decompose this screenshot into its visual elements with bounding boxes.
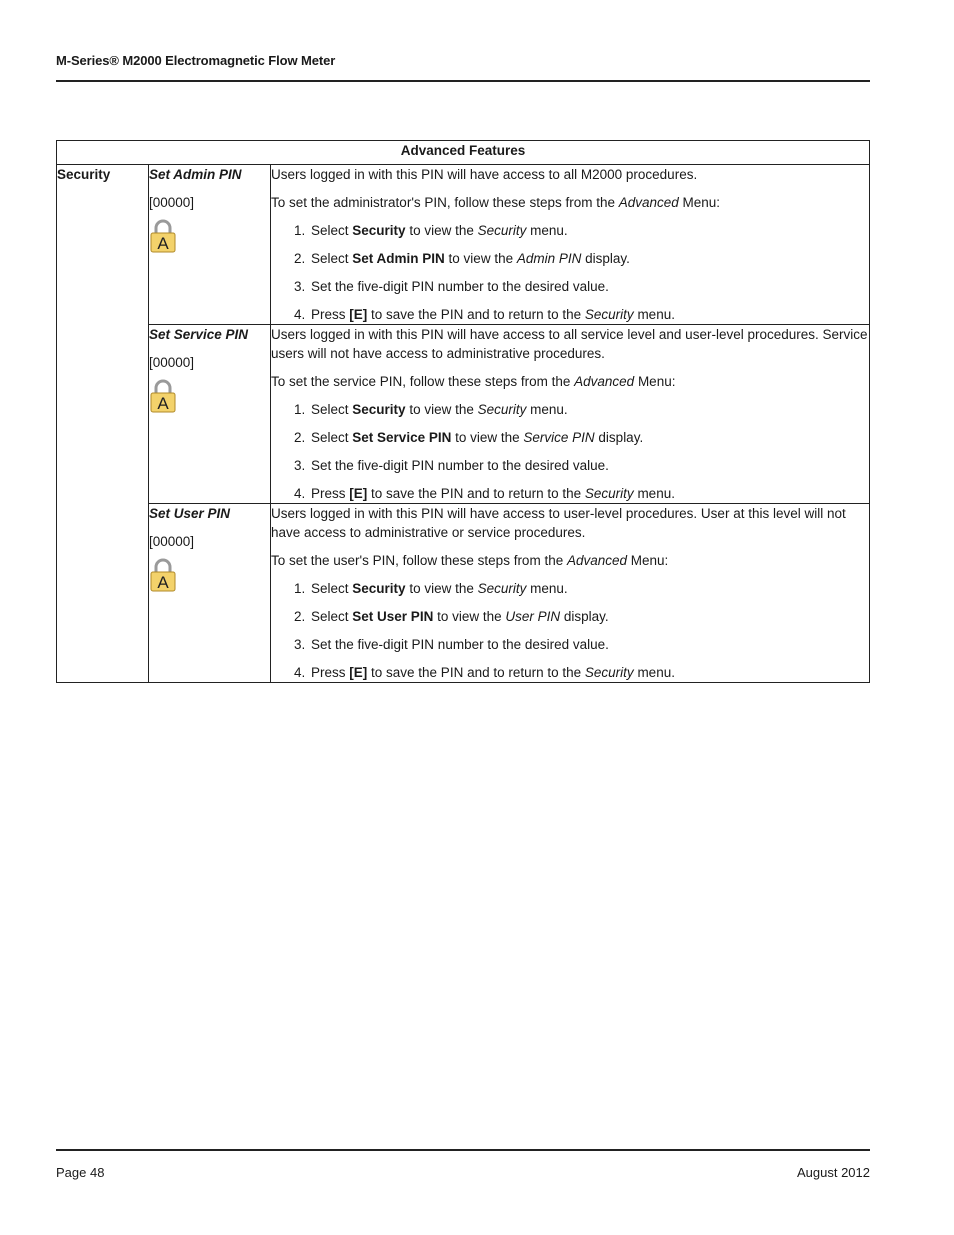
footer-divider <box>56 1149 870 1151</box>
parameter-name: Set Service PIN <box>149 327 249 342</box>
description-intro: Users logged in with this PIN will have access to all service level and user-level procedures. Service users will not have access to administrative procedures. <box>271 327 868 361</box>
parameter-cell <box>149 325 271 504</box>
parameter-default-value: [00000] <box>149 534 195 549</box>
step-item: 1. Select Security to view the Security menu. <box>309 579 869 598</box>
parameter-default-value: [00000] <box>149 355 195 370</box>
steps-list <box>271 400 869 503</box>
description-instructions: To set the user's PIN, follow these steps from the Advanced Menu: <box>271 553 669 568</box>
table-row <box>57 504 870 683</box>
admin-lock-icon <box>149 218 177 254</box>
step-item: 4. Press [E] to save the PIN and to return to the Security menu. <box>309 663 869 682</box>
description-instructions: To set the administrator's PIN, follow these steps from the Advanced Menu: <box>271 195 721 210</box>
document-header-title: M-Series® M2000 Electromagnetic Flow Meter <box>56 53 336 68</box>
step-item: 2. Select Set Admin PIN to view the Admin PIN display. <box>309 249 869 268</box>
description-intro: Users logged in with this PIN will have access to all M2000 procedures. <box>271 167 698 182</box>
table-row <box>57 325 870 504</box>
step-item: 3. Set the five-digit PIN number to the desired value. <box>309 277 869 296</box>
steps-list <box>271 579 869 682</box>
page-number: Page 48 <box>56 1165 105 1180</box>
table-title: Advanced Features <box>57 141 870 165</box>
parameter-name: Set Admin PIN <box>149 167 242 182</box>
advanced-features-table <box>56 140 870 683</box>
header-divider <box>56 80 870 82</box>
table-row <box>57 165 870 325</box>
lock-label: A <box>157 394 169 413</box>
parameter-name: Set User PIN <box>149 506 231 521</box>
description-cell <box>271 325 870 504</box>
description-cell <box>271 504 870 683</box>
description-intro: Users logged in with this PIN will have access to user-level procedures. User at this level will not have access to administrative or service procedures. <box>271 506 846 540</box>
admin-lock-icon <box>149 378 177 414</box>
steps-list <box>271 221 869 324</box>
step-item: 1. Select Security to view the Security menu. <box>309 400 869 419</box>
step-item: 2. Select Set Service PIN to view the Service PIN display. <box>309 428 869 447</box>
table-title-row <box>57 141 870 165</box>
step-item: 1. Select Security to view the Security menu. <box>309 221 869 240</box>
parameter-cell <box>149 165 271 325</box>
parameter-cell <box>149 504 271 683</box>
description-instructions: To set the service PIN, follow these steps from the Advanced Menu: <box>271 374 676 389</box>
step-item: 4. Press [E] to save the PIN and to return to the Security menu. <box>309 484 869 503</box>
step-item: 3. Set the five-digit PIN number to the desired value. <box>309 635 869 654</box>
description-cell <box>271 165 870 325</box>
step-item: 2. Select Set User PIN to view the User PIN display. <box>309 607 869 626</box>
admin-lock-icon <box>149 557 177 593</box>
lock-label: A <box>157 234 169 253</box>
lock-label: A <box>157 573 169 592</box>
step-item: 4. Press [E] to save the PIN and to return to the Security menu. <box>309 305 869 324</box>
category-label: Security <box>57 165 149 683</box>
step-item: 3. Set the five-digit PIN number to the desired value. <box>309 456 869 475</box>
parameter-default-value: [00000] <box>149 195 195 210</box>
publication-date: August 2012 <box>796 1165 870 1180</box>
